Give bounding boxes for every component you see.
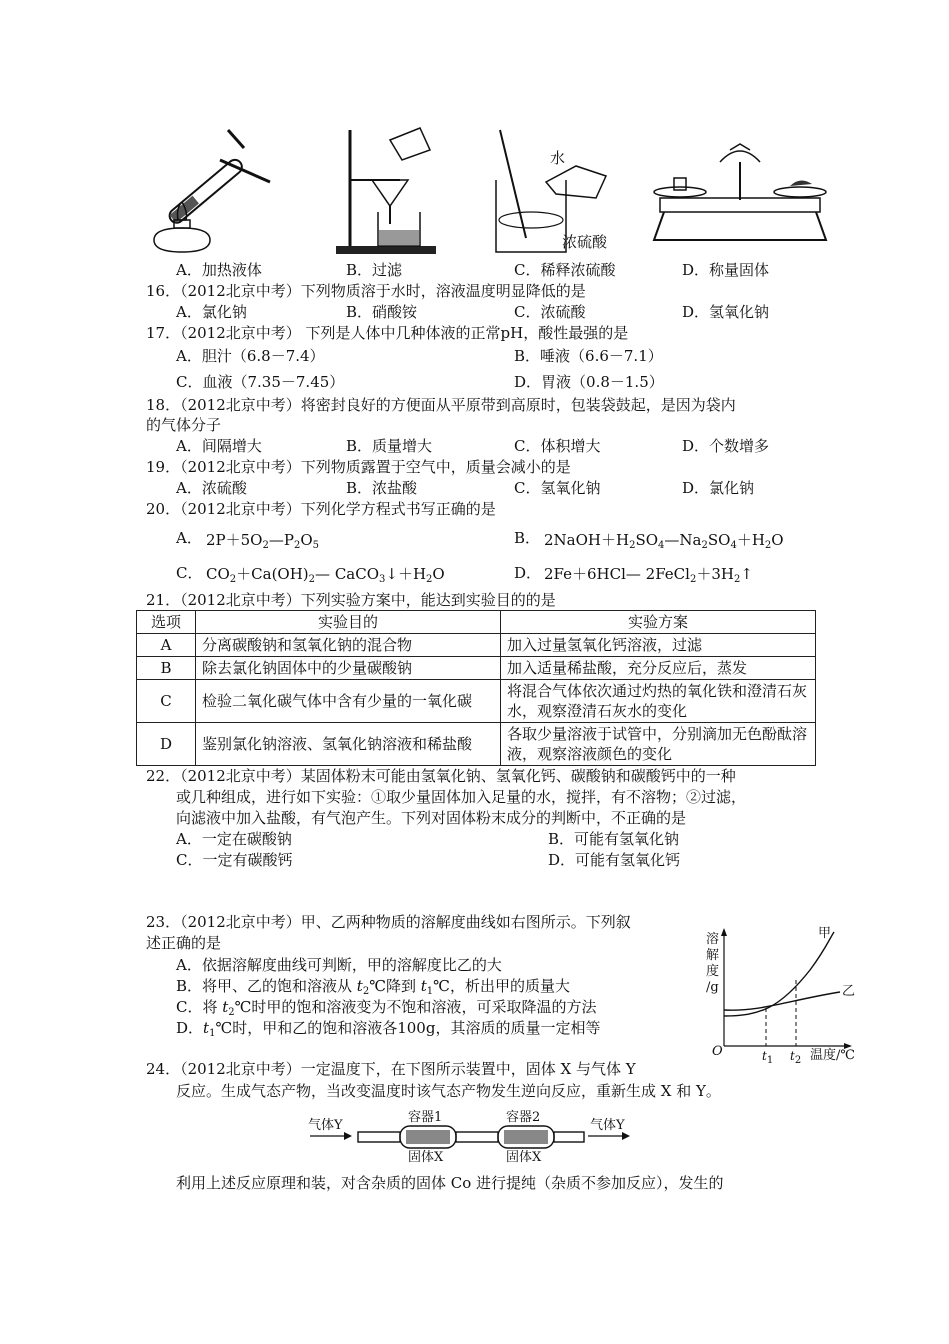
- q20-eq-d: 2Fe＋6HCl— $2FeCl_2+3H_2↑$: [544, 565, 753, 585]
- label-water: 水: [550, 149, 566, 167]
- table-cell: 加入过量氢氧化钙溶液，过滤: [501, 634, 816, 657]
- q19-option-d: D．氯化钠: [682, 479, 755, 497]
- q22-option-b: B．可能有氢氧化钠: [548, 830, 680, 848]
- table-cell: 分离碳酸钠和氢氧化钠的混合物: [196, 634, 501, 657]
- q23-line-1: 23．（2012北京中考）甲、乙两种物质的溶解度曲线如右图所示。下列叙: [146, 913, 631, 931]
- q16-option-c: C．浓硫酸: [514, 303, 586, 321]
- q18-option-c: C．体积增大: [514, 437, 601, 455]
- apparatus-container-2: 容器2: [506, 1110, 541, 1125]
- table-cell: 鉴别氯化钠溶液、氢氧化钠溶液和稀盐酸: [196, 723, 501, 766]
- graph-ylabel-2: 解: [706, 948, 720, 963]
- q16-stem: 16．（2012北京中考）下列物质溶于水时，溶液温度明显降低的是: [146, 282, 586, 300]
- q23-c-post: ℃时甲的饱和溶液变为不饱和溶液，可采取降温的方法: [234, 998, 597, 1016]
- q23-option-d: D．$t_1℃$时，甲和乙的饱和溶液各100g，其溶质的质量一定相等: [176, 1019, 601, 1039]
- table-cell: 将混合气体依次通过灼热的氧化铁和澄清石灰水，观察澄清石灰水的变化: [501, 680, 816, 723]
- t2-symbol: t: [356, 977, 363, 995]
- table-row: [137, 657, 816, 680]
- q16-option-a: A．氯化钠: [176, 303, 247, 321]
- caption-d: D．称量固体: [682, 261, 770, 279]
- table-cell: 除去氯化钠固体中的少量碳酸钠: [196, 657, 501, 680]
- table-cell: 检验二氧化碳气体中含有少量的一氧化碳: [196, 680, 501, 723]
- experiment-table: [136, 610, 816, 766]
- t1-symbol: t: [203, 1019, 210, 1037]
- table-cell: 各取少量溶液于试管中，分别滴加无色酚酞溶液，观察溶液颜色的变化: [501, 723, 816, 766]
- graph-tick-t1: $t_1$: [762, 1049, 774, 1066]
- q18-stem-1: 18．（2012北京中考）将密封良好的方便面从平原带到高原时，包装袋鼓起，是因为袋内: [146, 396, 736, 414]
- caption-a: A．加热液体: [176, 261, 262, 279]
- q16-option-d: D．氢氧化钠: [682, 303, 770, 321]
- q19-stem: 19．（2012北京中考）下列物质露置于空气中，质量会减小的是: [146, 458, 571, 476]
- q20-label-a: A．: [176, 529, 202, 547]
- q23-c-pre: C．将: [176, 998, 223, 1016]
- q17-option-c: C．血液（7.35－7.45）: [176, 373, 345, 391]
- header-option: 选项: [137, 611, 196, 634]
- apparatus-gas-out: 气体Y: [590, 1118, 625, 1133]
- q22-option-d: D．可能有氢氧化钙: [548, 851, 681, 869]
- q17-option-b: B．唾液（6.6－7.1）: [514, 347, 663, 365]
- q23-option-a: A．依据溶解度曲线可判断，甲的溶解度比乙的大: [176, 956, 502, 974]
- graph-ylabel-3: 度: [706, 964, 720, 979]
- q20-eq-b: $2NaOH+H_2SO_4—Na_2SO_4+H_2O$: [544, 531, 784, 551]
- q22-line-3: 向滤液中加入盐酸，有气泡产生。下列对固体粉末成分的判断中，不正确的是: [176, 809, 687, 827]
- q23-option-c: C．将 $t_2℃$时甲的饱和溶液变为不饱和溶液，可采取降温的方法: [176, 998, 597, 1018]
- q23-b-mid: ℃降到: [369, 977, 421, 995]
- graph-ylabel-1: 溶: [706, 932, 720, 947]
- q17-option-a: A．胆汁（6.8－7.4）: [176, 347, 325, 365]
- q19-option-a: A．浓硫酸: [176, 479, 247, 497]
- graph-origin: O: [712, 1044, 723, 1059]
- table-row: [137, 723, 816, 766]
- q23-d-post: ℃时，甲和乙的饱和溶液各100g，其溶质的质量一定相等: [215, 1019, 601, 1037]
- table-row: [137, 680, 816, 723]
- apparatus-solid-2: 固体X: [506, 1150, 542, 1165]
- q20-label-c: C．: [176, 564, 203, 582]
- table-cell: B: [137, 657, 196, 680]
- q21-stem: 21．（2012北京中考）下列实验方案中，能达到实验目的的是: [146, 591, 556, 609]
- q17-stem: 17．（2012北京中考） 下列是人体中几种体液的正常pH，酸性最强的是: [146, 324, 629, 342]
- q20-eq-c: $CO_2+Ca(OH)_2—$ $CaCO_3↓+H_2O$: [206, 565, 445, 585]
- table-row: [137, 634, 816, 657]
- graph-series-jia: 甲: [818, 926, 832, 941]
- q18-stem-2: 的气体分子: [146, 416, 222, 434]
- tick-t1-symbol: t: [762, 1049, 767, 1063]
- tick-t2-symbol: t: [790, 1049, 795, 1063]
- graph-ylabel-4: /g: [706, 980, 719, 995]
- q19-option-c: C．氢氧化钠: [514, 479, 601, 497]
- caption-c: C．稀释浓硫酸: [514, 261, 616, 279]
- table-cell: 加入适量稀盐酸，充分反应后，蒸发: [501, 657, 816, 680]
- table-cell: A: [137, 634, 196, 657]
- balance-figure: [650, 140, 830, 250]
- apparatus-container-1: 容器1: [408, 1110, 443, 1125]
- q17-option-d: D．胃液（0.8－1.5）: [514, 373, 664, 391]
- header-purpose: 实验目的: [196, 611, 501, 634]
- q24-line-2: 反应。生成气态产物，当改变温度时该气态产物发生逆向反应，重新生成 X 和 Y。: [176, 1082, 721, 1100]
- q18-option-a: A．间隔增大: [176, 437, 262, 455]
- q22-line-1: 22．（2012北京中考）某固体粉末可能由氢氧化钠、氢氧化钙、碳酸钠和碳酸钙中的一种: [146, 767, 736, 785]
- q23-b-post: ℃，析出甲的质量大: [433, 977, 570, 995]
- table-header-row: [137, 611, 816, 634]
- q19-option-b: B．浓盐酸: [346, 479, 418, 497]
- q20-stem: 20．（2012北京中考）下列化学方程式书写正确的是: [146, 500, 496, 518]
- q22-line-2: 或几种组成，进行如下实验：①取少量固体加入足量的水，搅拌，有不溶物；②过滤，: [176, 788, 747, 806]
- t2-symbol: t: [222, 998, 229, 1016]
- q20-eq-a: $2P+5O_2—P_2O_5$: [206, 531, 320, 551]
- q16-option-b: B．硝酸铵: [346, 303, 418, 321]
- q24-line-3: 利用上述反应原理和装，对含杂质的固体 Co 进行提纯（杂质不参加反应），发生的: [176, 1174, 724, 1192]
- table-cell: D: [137, 723, 196, 766]
- label-acid: 浓硫酸: [562, 233, 608, 251]
- q20-label-b: B．: [514, 529, 541, 547]
- header-plan: 实验方案: [501, 611, 816, 634]
- apparatus-gas-in: 气体Y: [308, 1118, 343, 1133]
- filtration-figure: [330, 120, 450, 260]
- graph-series-yi: 乙: [842, 984, 856, 999]
- q20-label-d: D．: [514, 564, 542, 582]
- graph-xlabel: 温度/℃: [810, 1048, 855, 1063]
- apparatus-solid-1: 固体X: [408, 1150, 444, 1165]
- caption-b: B．过滤: [346, 261, 403, 279]
- q24-line-1: 24．（2012北京中考）一定温度下，在下图所示装置中，固体 X 与气体 Y: [146, 1060, 636, 1078]
- heating-liquid-figure: [140, 120, 280, 260]
- graph-tick-t2: $t_2$: [790, 1049, 802, 1066]
- q23-b-pre: B．将甲、乙的饱和溶液从: [176, 977, 357, 995]
- q18-option-b: B．质量增大: [346, 437, 433, 455]
- q23-option-b: B．将甲、乙的饱和溶液从 $t_2℃$降到 $t_1℃$，析出甲的质量大: [176, 977, 570, 997]
- t1-symbol: t: [420, 977, 427, 995]
- q22-option-c: C．一定有碳酸钙: [176, 851, 293, 869]
- table-cell: C: [137, 680, 196, 723]
- q23-line-2: 述正确的是: [146, 934, 222, 952]
- q22-option-a: A．一定在碳酸钠: [176, 830, 292, 848]
- q18-option-d: D．个数增多: [682, 437, 770, 455]
